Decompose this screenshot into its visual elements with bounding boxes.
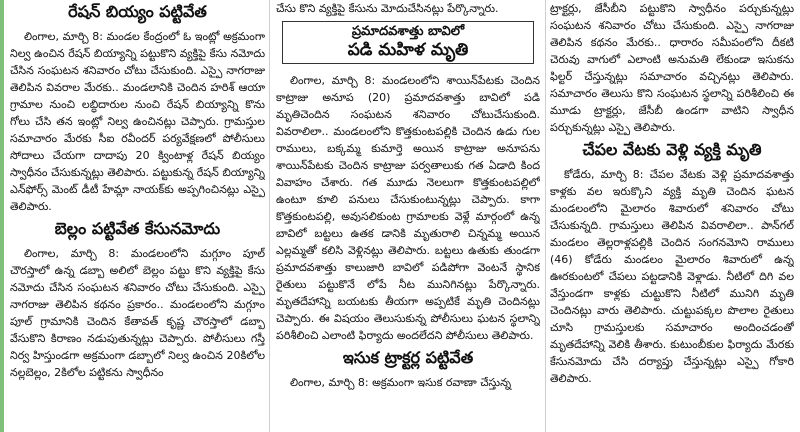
column-left bbox=[10, 0, 265, 432]
headline-box-woman-death bbox=[282, 21, 534, 64]
story-sand-tractors: లింగాల, మార్చి 8: అక్రమంగా ఇసుక రవాణా చేస్తున్న bbox=[290, 376, 512, 389]
story-fishing-death: కోడేరు, మార్చి 8: చేపల వేటకు వెళ్లి ప్రమాదవశాత్తు కాళ్లకు వల ఇరుక్కొని వ్యక్తి మృతి చెందిన ఘటన మండలంలోని మైలారం శివారులో శనివారం చోటు చేసుకున్నది. గ్రామస్తులు తెలిపిన వివరాలిలా.. పాన్‌గల్‌ మండలం తెల్లరాళ్లపల్లికి చెందిన సంగనమోని రాములు (46) కోడేరు మండలం మైలారం శివారులో ఉన్న ఊరకుంటలో చేపలు పట్టడానికి వెళ్లాడు. నీటిలో దిగి వల వేస్తుండగా కాళ్లకు చుట్టుకొని నీటిలో మునిగి మృతి చెందినట్లు వారు తెలిపారు. చుట్టుపక్కల పొలాల రైతులు చూసి గ్రామస్తులకు సమాచారం అందించడంతో మృతదేహాన్ని వెలికి తీశారు. కుటుంబీకుల ఫిర్యాదు మేరకు కేసునమోదు చేసి దర్యాప్తు చేస్తున్నట్లు ఎస్పై గోకారి తెలిపారు. bbox=[550, 168, 794, 385]
story-jaggery-continued: చేసు కొని వ్యక్తిపై కేసును మోదుచేసినట్లు పేర్కొన్నారు. bbox=[276, 2, 499, 15]
story-ration-rice: లింగాల, మార్చి 8: మండల కేంద్రంలో ఓ ఇంట్లో అక్రమంగా నిల్వ ఉంచిన రేషన్‌ బియ్యాన్ని పట్టుకొని వ్యక్తిపై కేసు నమోదు చేసిన సంఘటన శనివారం చోటు చేసుకుంది. ఎస్పై నాగరాజు తెలిపిన వివరాల మేరకు.. మండలానికి చెందిన హరిశ్‌ ఆయా గ్రామాల నుంచి లబ్ధిదారుల నుంచి రేషన్‌ బియ్యాన్ని కొను గోలు చేసి తన ఇంట్లో నిల్వ ఉంచినట్లు చెప్పారు. గ్రామస్తుల సమాచారం మేరకు సీఐ రవీందర్‌ పర్యవేక్షణలో పోలీసులు సోదాలు చేయగా దాదాపు 20 క్వింటాళ్ల రేషన్‌ బియ్యం స్వాధీనం చేసుకున్నట్లు తెలిపారు. పట్టుకున్న రేషన్‌ బియ్యాన్ని ఎన్‌ఫోర్స్‌ మెంట్‌ డీటీ హేమ్లా నాయక్‌కు అప్పగించినట్లు ఎస్పై తెలిపారు. bbox=[10, 30, 265, 213]
margin-bar bbox=[0, 0, 4, 432]
story-woman-death: లింగాల, మార్చి 8: మండలంలోని శాయిన్‌పేటకు చెందిన కాట్రాజు అనూప (20) ప్రమాదవశాత్తు బావిలో పడి మృతిచెందిన సంఘటన శనివారం చోటుచేసుకుంది. వివరాలిలా.. మండలంలోని కొత్తకుంటపల్లికి చెందిన ఉడు గుల రాములు, బక్కమ్మ కుమార్తె అయిన కాట్రాజు అనూపను శాయిన్‌పేటకు చెందిన కాట్రాజు పర్వతాలుకు గత ఏడాది కింద వివాహం చేశారు. గత మూడు నెలలుగా కొత్తకుంటపల్లిలో ఉంటూ కూలి పనులు చేసుకుంటున్నట్లు చెప్పారు. కాగా కొత్తకుంటపల్లి, అవుసలికుంట గ్రామాలకు వెళ్లే మార్గంలో ఉన్న బావిలో బట్టలు ఉతక డానికి మృతురాలి చిన్నమ్మ అయిన ఎల్లమ్మతో కలిసి వెళ్లినట్లు తెలిపారు. బట్టలు ఉతుకు తుండగా ప్రమాదవశాత్తు కాలుజారి బావిలో పడిపోగా వెంటనే స్థానిక రైతులు పట్టుకొనే లోపే నీట మునిగినట్లు పేర్కొన్నారు. మృతదేహాన్ని బయటకు తీయగా అప్పటికే మృతి చెందినట్లు చెప్పారు. ఈ విషయం తెలుసుకున్న పోలీసులు ఘటన స్థలాన్ని పరిశీలించి ఎలాంటి ఫిర్యాదు అందలేదని పోలీసులు తెలిపారు. bbox=[276, 74, 540, 342]
column-middle bbox=[276, 0, 540, 432]
headline-ration-rice-seized: రేషన్‌ బియ్యం పట్టివేత bbox=[68, 2, 207, 21]
headline-jaggery-seized: బెల్లం పట్టివేత కేసునమోదు bbox=[54, 219, 221, 238]
column-divider bbox=[269, 0, 270, 432]
story-jaggery: లింగాల, మార్చి 8: మండలంలోని మగ్గూం పూల్‌ చౌరస్తాలో ఉన్న డబ్బా అలిలో బెల్లం పట్టు కొని వ్యక్తిపై కేసు నమోదు చేసిన సంఘటన శనివారం చోటు చేసుకుంది. ఎస్పై నాగరాజు తెలిపిన కథనం ప్రకారం.. మండలంలోని మగ్గూం పూల్‌ గ్రామానికి చెందిన కేతావత్‌ కృష్ణ చౌరస్తాలో డబ్బా వేసుకొని కిరాణం నడుపుతున్నట్లు చెప్పారు. పోలీసులు గస్తీ నిర్వ హిస్తుండగా అక్రమంగా డబ్బాలో నిల్వ ఉంచిన 20కిలోల నల్లబెల్లం, 2కిలోల పట్టికను స్వాధీనం bbox=[10, 247, 265, 379]
headline-sand-tractors-seized: ఇసుక ట్రాక్టర్ల పట్టివేత bbox=[342, 348, 474, 367]
column-divider bbox=[545, 0, 546, 432]
headline-kicker: ప్రమాదవశాత్తు బావిలో bbox=[351, 24, 465, 39]
story-sand-tractors-continued: ట్రాక్టర్లు, జేసీబీని పట్టుకొని స్వాధీనం పర్చుకున్నట్లు సంఘటన శనివారం చోటు చేసుకుంది. ఎస్పై నాగరాజు తెలిపిన కథనం మేరకు.. ధారారం సమీపంలోని దీకటి చెరువు వాగులో ఎలాంటి అనుమతి లేకుండా ఇసుకను ఫిల్టర్‌ చేస్తున్నట్లు సమాచారం వచ్చినట్లు తెలిపారు. సమాచారం తెలుసు కొని సంఘటన స్థలాన్ని పరిశీలించి ఈ మూడు ట్రాక్టర్లు, జేసీబీ ఉండగా వాటిని స్వాధీన పర్చుకున్నట్లు ఎస్పై తెలిపారు. bbox=[550, 2, 794, 134]
headline-title: పడి మహిళ మృతి bbox=[347, 40, 469, 60]
headline-fishing-death: చేపల వేటకు వెళ్లి వ్యక్తి మృతి bbox=[582, 140, 762, 159]
column-right bbox=[550, 0, 794, 432]
